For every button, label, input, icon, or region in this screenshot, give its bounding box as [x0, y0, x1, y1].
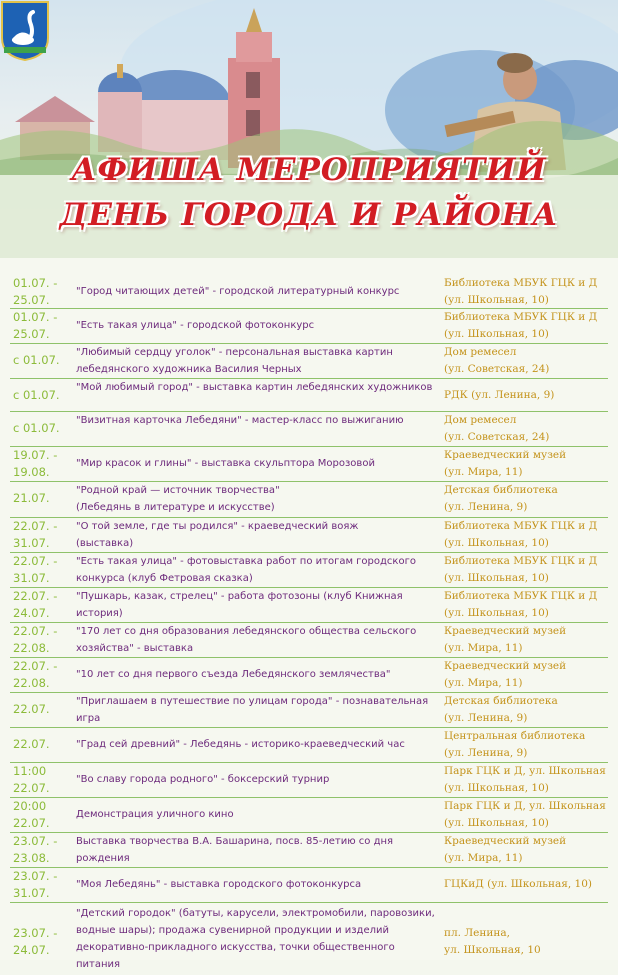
event-place: РДК (ул. Ленина, 9)	[444, 389, 555, 401]
event-place: Парк ГЦК и Д, ул. Школьная (ул. Школьная, 10)	[444, 765, 606, 794]
event-date: 21.07.	[13, 491, 50, 505]
event-date: 22.07. - 24.07.	[13, 589, 58, 620]
event-title: "170 лет со дня образования лебедянского общества сельского хозяйства" - выставка	[76, 626, 417, 654]
event-date: 23.07. - 31.07.	[13, 869, 58, 900]
event-title: "Любимый сердцу уголок" - персональная выставка картин лебедянского художника Василия Черных	[76, 347, 393, 375]
event-place: Парк ГЦК и Д, ул. Школьная (ул. Школьная, 10)	[444, 800, 606, 829]
event-date: 20:00 22.07.	[13, 799, 50, 830]
event-date: с 01.07.	[13, 421, 60, 435]
event-title: "Город читающих детей" - городской литературный конкурс	[76, 286, 400, 297]
event-date: 22.07. - 31.07.	[13, 519, 58, 550]
event-place: ГЦКиД (ул. Школьная, 10)	[444, 878, 592, 890]
events-table	[10, 275, 608, 975]
event-title: "Есть такая улица" - фотовыставка работ по итогам городского конкурса (клуб Фетровая сказка)	[76, 556, 416, 584]
event-place: Библиотека МБУК ГЦК и Д (ул. Школьная, 10)	[444, 520, 598, 549]
event-title: "Родной край — источник творчества" (Лебедянь в литературе и искусстве)	[76, 485, 280, 513]
event-title: "Мир красок и глины" - выставка скульптора Морозовой	[76, 458, 375, 469]
event-place: Библиотека МБУК ГЦК и Д (ул. Школьная, 10)	[444, 555, 598, 584]
event-place: Краеведческий музей (ул. Мира, 11)	[444, 660, 567, 689]
table-row	[10, 728, 608, 763]
table-row	[10, 379, 608, 412]
event-date: 11:00 22.07.	[13, 764, 50, 795]
event-date: 19.07. - 19.08.	[13, 448, 58, 479]
event-place: Детская библиотека (ул. Ленина, 9)	[444, 484, 558, 513]
event-date: с 01.07.	[13, 388, 60, 402]
event-date: 22.07. - 31.07.	[13, 554, 58, 585]
event-date: 22.07.	[13, 702, 50, 716]
table-row	[10, 412, 608, 447]
table-row	[10, 658, 608, 693]
event-place: Краеведческий музей (ул. Мира, 11)	[444, 835, 567, 864]
event-place: Дом ремесел (ул. Советская, 24)	[444, 414, 550, 443]
event-place: Детская библиотека (ул. Ленина, 9)	[444, 695, 558, 724]
event-place: Библиотека МБУК ГЦК и Д (ул. Школьная, 10)	[444, 590, 598, 619]
table-row	[10, 868, 608, 903]
event-date: 22.07.	[13, 737, 50, 751]
table-row	[10, 623, 608, 658]
event-title: "О той земле, где ты родился" - краеведческий вояж (выставка)	[76, 521, 359, 549]
table-row	[10, 275, 608, 309]
table-row	[10, 833, 608, 868]
event-date: 23.07. - 24.07.	[13, 926, 58, 957]
event-title: "Пушкарь, казак, стрелец" - работа фотозоны (клуб Книжная история)	[76, 591, 403, 619]
event-date: 22.07. - 22.08.	[13, 659, 58, 690]
event-place: пл. Ленина, ул. Школьная, 10	[444, 927, 541, 956]
event-place: Дом ремесел (ул. Советская, 24)	[444, 346, 550, 375]
table-row	[10, 553, 608, 588]
table-row	[10, 309, 608, 344]
event-title: "Есть такая улица" - городской фотоконкурс	[76, 320, 315, 331]
event-title: Выставка творчества В.А. Башарина, посв. 85-летию со дня рождения	[76, 836, 394, 864]
event-title: Демонстрация уличного кино	[76, 809, 234, 820]
table-row	[10, 588, 608, 623]
poster-title-line2: ДЕНЬ ГОРОДА И РАЙОНА	[59, 197, 559, 233]
event-date: 01.07. - 25.07.	[13, 276, 58, 307]
event-title: "Моя Лебедянь" - выставка городского фотоконкурса	[76, 879, 362, 890]
event-title: "Мой любимый город" - выставка картин лебедянских художников	[76, 382, 433, 393]
event-title: "Во славу города родного" - боксерский турнир	[76, 774, 330, 785]
event-title: "Град сей древний" - Лебедянь - историко-краеведческий час	[76, 739, 405, 750]
event-date: 01.07. - 25.07.	[13, 310, 58, 341]
event-date: 22.07. - 22.08.	[13, 624, 58, 655]
table-row	[10, 518, 608, 553]
poster-title-line1: АФИША МЕРОПРИЯТИЙ	[71, 152, 547, 188]
event-date: с 01.07.	[13, 353, 60, 367]
event-title: "Визитная карточка Лебедяни" - мастер-класс по выжиганию	[76, 415, 404, 426]
event-place: Краеведческий музей (ул. Мира, 11)	[444, 625, 567, 654]
table-row	[10, 798, 608, 833]
table-row	[10, 344, 608, 379]
event-title: "Приглашаем в путешествие по улицам города" - познавательная игра	[76, 696, 429, 724]
event-place: Центральная библиотека (ул. Ленина, 9)	[444, 730, 586, 759]
table-row	[10, 903, 608, 975]
event-place: Краеведческий музей (ул. Мира, 11)	[444, 449, 567, 478]
city-emblem	[0, 0, 50, 62]
table-row	[10, 482, 608, 518]
event-date: 23.07. - 23.08.	[13, 834, 58, 865]
table-row	[10, 447, 608, 482]
event-place: Библиотека МБУК ГЦК и Д (ул. Школьная, 10)	[444, 311, 598, 340]
event-title: "Детский городок" (батуты, карусели, электромобили, паровозики, водные шары); продажа сувенирной продукции и изделий декоративно-прикладного искусства, точки общественного питания	[76, 908, 435, 970]
event-title: "10 лет со дня первого съезда Лебедянского землячества"	[76, 669, 391, 680]
event-place: Библиотека МБУК ГЦК и Д (ул. Школьная, 10)	[444, 277, 598, 306]
table-row	[10, 693, 608, 728]
table-row	[10, 763, 608, 798]
